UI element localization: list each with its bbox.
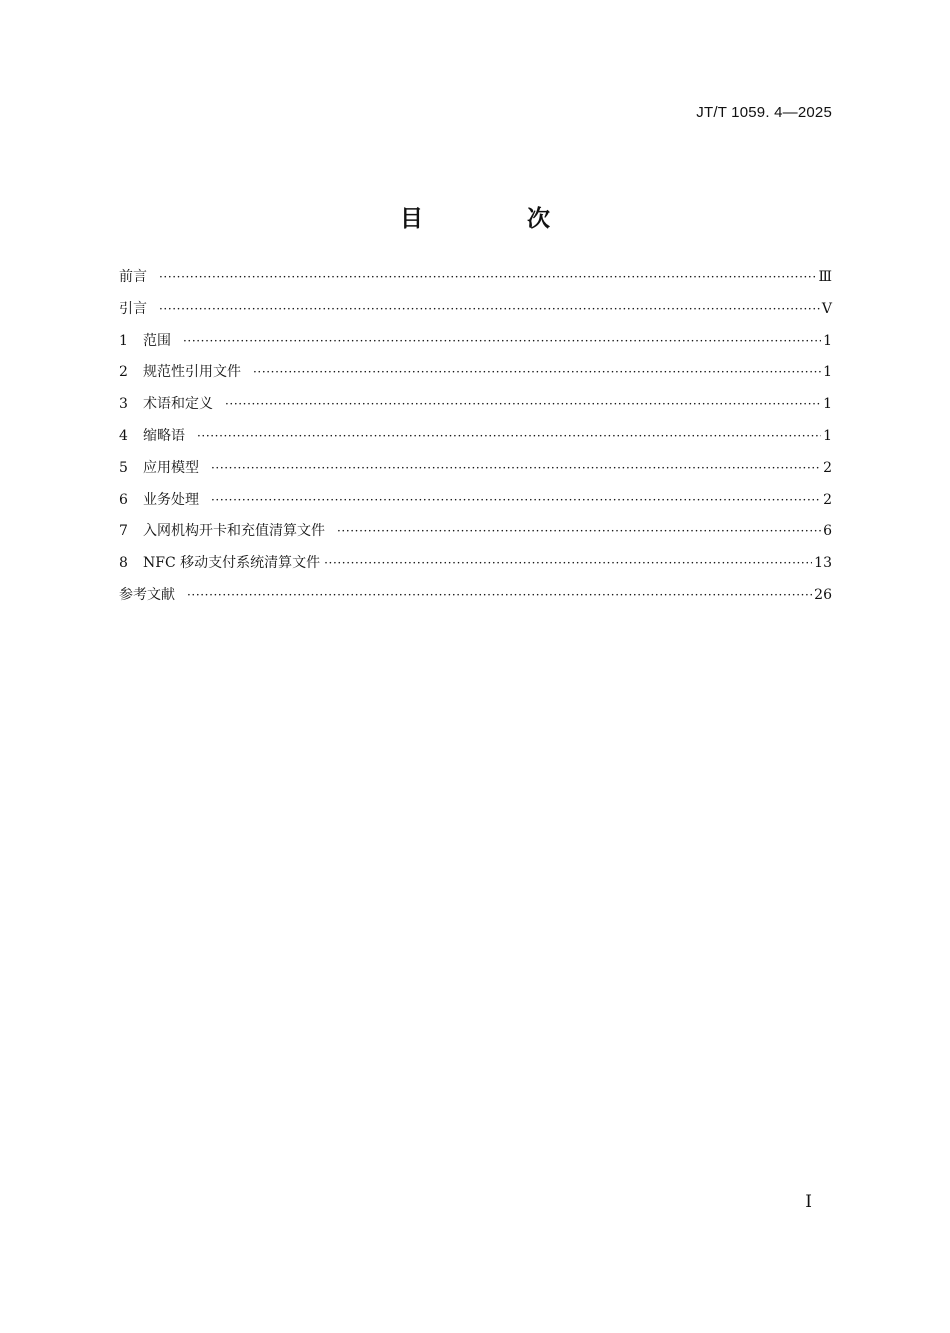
toc-entry-page: 13	[814, 555, 832, 572]
toc-entry-bibliography[interactable]	[119, 580, 832, 612]
toc-dot-leader	[183, 326, 821, 358]
toc-list	[119, 262, 832, 612]
toc-entry-normative-references[interactable]	[119, 357, 832, 389]
toc-entry-page: 1	[823, 332, 832, 349]
toc-entry-abbreviations[interactable]	[119, 421, 832, 453]
toc-entry-foreword[interactable]	[119, 262, 832, 294]
document-code: JT/T 1059. 4—2025	[696, 104, 832, 121]
toc-entry-page: Ⅴ	[821, 300, 832, 317]
toc-entry-application-model[interactable]	[119, 453, 832, 485]
toc-entry-label: 引言	[119, 300, 147, 317]
toc-entry-page: 1	[823, 427, 832, 444]
toc-entry-page: 26	[814, 586, 832, 603]
toc-title: 目 次	[399, 206, 598, 232]
toc-dot-leader	[337, 516, 821, 548]
toc-dot-leader	[187, 580, 812, 612]
toc-entry-number: 5	[119, 459, 128, 476]
toc-entry-terms-definitions[interactable]	[119, 389, 832, 421]
toc-entry-page: 1	[823, 364, 832, 381]
toc-entry-introduction[interactable]	[119, 294, 832, 326]
toc-entry-number: 4	[119, 427, 128, 444]
toc-entry-page: 1	[823, 396, 832, 413]
toc-entry-number: 6	[119, 491, 128, 508]
toc-entry-number: 2	[119, 364, 128, 381]
toc-entry-page: 6	[823, 523, 832, 540]
toc-entry-business-processing[interactable]	[119, 485, 832, 517]
toc-entry-label: 规范性引用文件	[143, 364, 241, 381]
toc-entry-label: 业务处理	[143, 491, 199, 508]
toc-entry-label: 参考文献	[119, 586, 175, 603]
toc-dot-leader	[197, 421, 821, 453]
toc-entry-label: 前言	[119, 269, 147, 285]
toc-entry-card-issuance-clearing[interactable]	[119, 516, 832, 548]
toc-entry-label: 术语和定义	[143, 396, 213, 413]
toc-entry-page: Ⅲ	[818, 269, 832, 285]
toc-dot-leader	[159, 262, 816, 294]
toc-entry-scope[interactable]	[119, 326, 832, 358]
toc-dot-leader	[211, 453, 821, 485]
toc-dot-leader	[159, 294, 820, 326]
toc-dot-leader	[324, 548, 812, 580]
toc-entry-label: 缩略语	[143, 427, 185, 444]
toc-entry-number: 7	[119, 523, 128, 540]
toc-dot-leader	[225, 389, 821, 421]
toc-dot-leader	[253, 357, 821, 389]
toc-entry-nfc-clearing[interactable]	[119, 548, 832, 580]
toc-entry-page: 2	[823, 491, 832, 508]
toc-dot-leader	[211, 485, 821, 517]
toc-entry-number: 8	[119, 555, 128, 572]
toc-entry-label: NFC 移动支付系统清算文件	[143, 555, 321, 572]
toc-entry-label: 入网机构开卡和充值清算文件	[143, 523, 325, 540]
toc-entry-number: 1	[119, 332, 128, 349]
toc-entry-page: 2	[823, 459, 832, 476]
toc-entry-label: 范围	[143, 332, 171, 349]
toc-entry-number: 3	[119, 396, 128, 413]
toc-entry-label: 应用模型	[143, 459, 199, 476]
page-number: Ⅰ	[805, 1192, 812, 1212]
